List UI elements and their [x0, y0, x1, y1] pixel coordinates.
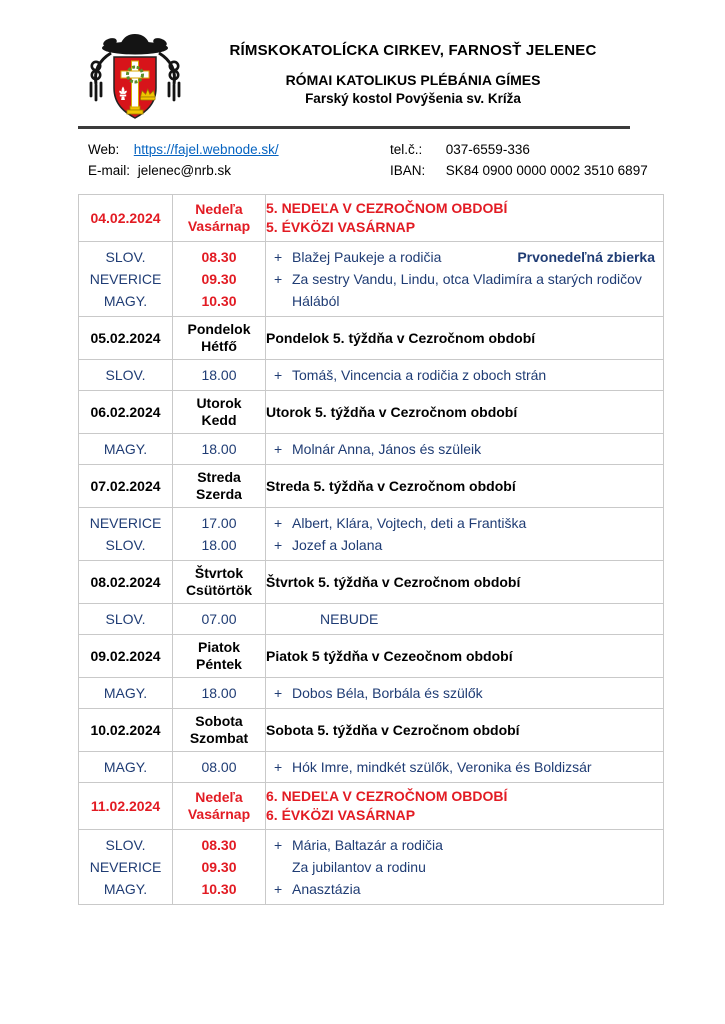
mass-row	[79, 360, 664, 391]
feast-title: 5. NEDEĽA V CEZROČNOM OBDOBÍ	[266, 200, 508, 216]
mass-intention	[266, 534, 663, 556]
mass-intention	[266, 438, 663, 460]
intention-text: Jozef a Jolana	[292, 537, 383, 553]
mass-place: MAGY.	[103, 881, 148, 897]
intention-text: Anasztázia	[292, 881, 361, 897]
mass-row	[79, 508, 664, 561]
church-name: Farský kostol Povýšenia sv. Kríža	[305, 91, 521, 106]
iban-label: IBAN:	[390, 163, 426, 178]
place-cell	[79, 678, 173, 709]
feast-title: 6. NEDEĽA V CEZROČNOM OBDOBÍ	[266, 788, 508, 804]
day-name: Vasárnap	[187, 806, 251, 822]
mass-place: SLOV.	[105, 367, 146, 383]
feast-title: Utorok 5. týždňa v Cezročnom období	[266, 403, 518, 420]
day-header-row	[79, 391, 664, 434]
feast-title-cell	[266, 635, 664, 678]
date-cell: 05.02.2024	[79, 317, 173, 360]
day-name-cell	[173, 195, 266, 242]
place-cell	[79, 604, 173, 635]
plus-sign: +	[274, 685, 283, 701]
mass-place: MAGY.	[103, 441, 148, 457]
mass-place: NEVERICE	[89, 515, 162, 531]
schedule-body	[79, 195, 664, 905]
day-header-row	[79, 465, 664, 508]
date-cell: 04.02.2024	[79, 195, 173, 242]
intention-cell	[266, 830, 664, 905]
plus-sign	[274, 856, 292, 878]
mass-intention	[266, 608, 663, 630]
mass-intention	[266, 246, 663, 268]
place-cell	[79, 242, 173, 317]
day-name: Péntek	[196, 656, 242, 672]
mass-place: MAGY.	[103, 759, 148, 775]
mass-time: 08.30	[201, 837, 237, 853]
intention-cell	[266, 508, 664, 561]
day-name: Hétfő	[201, 338, 237, 354]
feast-title-cell	[266, 391, 664, 434]
day-name: Szombat	[189, 730, 249, 746]
date-cell: 11.02.2024	[79, 783, 173, 830]
feast-title-cell	[266, 783, 664, 830]
day-name: Sobota	[195, 713, 243, 729]
plus-sign: +	[274, 515, 283, 531]
day-header-row	[79, 195, 664, 242]
day-name: Nedeľa	[195, 789, 243, 805]
collection-note: Prvonedeľná zbierka	[517, 249, 655, 265]
day-name-cell	[173, 391, 266, 434]
intention-cell	[266, 434, 664, 465]
feast-title: Štvrtok 5. týždňa v Cezročnom období	[266, 573, 521, 590]
iban-row	[390, 160, 648, 181]
day-name-cell	[173, 317, 266, 360]
mass-place: SLOV.	[105, 537, 146, 553]
parish-name-hu: RÓMAI KATOLIKUS PLÉBÁNIA GÍMES	[285, 72, 541, 88]
feast-title: Streda 5. týždňa v Cezročnom období	[266, 477, 516, 494]
feast-title: Piatok 5 týždňa v Cezeočnom období	[266, 647, 513, 664]
day-name: Kedd	[201, 412, 237, 428]
intention-text: Molnár Anna, János és szüleik	[292, 441, 482, 457]
intention-cell	[266, 242, 664, 317]
intention-text: Hók Imre, mindkét szülők, Veronika és Boldizsár	[292, 759, 592, 775]
mass-intention	[266, 856, 663, 878]
mass-place: MAGY.	[103, 293, 148, 309]
plus-sign: +	[274, 441, 283, 457]
intention-text: Hálából	[292, 293, 340, 309]
time-cell	[173, 604, 266, 635]
plus-sign: +	[274, 249, 283, 265]
tel-label: tel.č.:	[390, 142, 423, 157]
website-link[interactable]: https://fajel.webnode.sk/	[133, 142, 279, 157]
mass-row	[79, 752, 664, 783]
page-header	[84, 28, 640, 130]
mass-place: NEVERICE	[89, 271, 162, 287]
mass-time: 18.00	[201, 367, 237, 383]
feast-title: Sobota 5. týždňa v Cezročnom období	[266, 721, 520, 738]
intention-text: Dobos Béla, Borbála és szülők	[292, 685, 483, 701]
time-cell	[173, 360, 266, 391]
parish-coat-of-arms-logo	[84, 28, 186, 130]
mass-time: 07.00	[201, 611, 237, 627]
intention-text: Albert, Klára, Vojtech, deti a Františka	[292, 515, 527, 531]
intention-text: Za jubilantov a rodinu	[292, 859, 426, 875]
place-cell	[79, 434, 173, 465]
time-cell	[173, 752, 266, 783]
date-cell: 06.02.2024	[79, 391, 173, 434]
intention-cell	[266, 604, 664, 635]
day-header-row	[79, 635, 664, 678]
plus-sign: +	[274, 271, 283, 287]
feast-title-cell	[266, 465, 664, 508]
mass-intention	[266, 364, 663, 386]
day-name-cell	[173, 709, 266, 752]
mass-row	[79, 604, 664, 635]
plus-sign: +	[274, 881, 283, 897]
contact-left-column	[88, 139, 390, 181]
intention-text: NEBUDE	[320, 611, 379, 627]
intention-cell	[266, 360, 664, 391]
feast-title-cell	[266, 317, 664, 360]
intention-text: Mária, Baltazár a rodičia	[292, 837, 443, 853]
mass-time: 18.00	[201, 441, 237, 457]
plus-sign	[274, 608, 292, 630]
feast-title-cell	[266, 709, 664, 752]
day-header-row	[79, 561, 664, 604]
mass-time: 09.30	[201, 859, 237, 875]
mass-time: 17.00	[201, 515, 237, 531]
mass-row	[79, 242, 664, 317]
day-name-cell	[173, 465, 266, 508]
plus-sign: +	[274, 837, 283, 853]
mass-place: SLOV.	[105, 837, 146, 853]
mass-intention	[266, 290, 663, 312]
mass-intention	[266, 682, 663, 704]
plus-sign	[274, 290, 292, 312]
day-header-row	[79, 709, 664, 752]
day-name: Szerda	[196, 486, 242, 502]
web-row	[88, 139, 390, 160]
day-header-row	[79, 783, 664, 830]
mass-place: MAGY.	[103, 685, 148, 701]
mass-intention	[266, 512, 663, 534]
place-cell	[79, 360, 173, 391]
plus-sign: +	[274, 367, 283, 383]
plus-sign: +	[274, 537, 283, 553]
day-name: Utorok	[196, 395, 242, 411]
email-label: E-mail:	[88, 163, 131, 178]
day-name: Vasárnap	[187, 218, 251, 234]
feast-title-cell	[266, 561, 664, 604]
day-header-row	[79, 317, 664, 360]
mass-time: 10.30	[201, 881, 237, 897]
mass-row	[79, 434, 664, 465]
day-name: Štvrtok	[194, 565, 244, 581]
mass-time: 18.00	[201, 685, 237, 701]
header-divider	[78, 126, 630, 129]
web-label: Web:	[88, 142, 120, 157]
day-name: Nedeľa	[195, 201, 243, 217]
mass-intention	[266, 834, 663, 856]
mass-time: 10.30	[201, 293, 237, 309]
mass-row	[79, 830, 664, 905]
place-cell	[79, 830, 173, 905]
schedule-table	[78, 194, 664, 905]
feast-title-cell	[266, 195, 664, 242]
title-block	[186, 28, 640, 130]
intention-cell	[266, 678, 664, 709]
day-name-cell	[173, 561, 266, 604]
feast-title: 5. ÉVKÖZI VASÁRNAP	[266, 219, 416, 235]
mass-intention	[266, 878, 663, 900]
day-name: Streda	[197, 469, 241, 485]
place-cell	[79, 508, 173, 561]
mass-time: 08.00	[201, 759, 237, 775]
mass-row	[79, 678, 664, 709]
intention-cell	[266, 752, 664, 783]
place-cell	[79, 752, 173, 783]
mass-place: SLOV.	[105, 249, 146, 265]
time-cell	[173, 508, 266, 561]
feast-title: 6. ÉVKÖZI VASÁRNAP	[266, 807, 416, 823]
tel-value: 037-6559-336	[445, 142, 530, 157]
mass-time: 09.30	[201, 271, 237, 287]
day-name: Pondelok	[187, 321, 251, 337]
time-cell	[173, 242, 266, 317]
coat-of-arms-icon	[84, 28, 186, 130]
day-name-cell	[173, 783, 266, 830]
mass-time: 08.30	[201, 249, 237, 265]
plus-sign: +	[274, 759, 283, 775]
time-cell	[173, 434, 266, 465]
date-cell: 10.02.2024	[79, 709, 173, 752]
mass-intention	[266, 268, 663, 290]
parish-name-sk: RÍMSKOKATOLÍCKA CIRKEV, FARNOSŤ JELENEC	[229, 42, 597, 59]
feast-title: Pondelok 5. týždňa v Cezročnom období	[266, 329, 536, 346]
intention-text: Tomáš, Vincencia a rodičia z oboch strán	[292, 367, 547, 383]
mass-place: NEVERICE	[89, 859, 162, 875]
mass-time: 18.00	[201, 537, 237, 553]
tel-row	[390, 139, 648, 160]
time-cell	[173, 678, 266, 709]
day-name-cell	[173, 635, 266, 678]
intention-text: Za sestry Vandu, Lindu, otca Vladimíra a starých rodičov	[292, 271, 642, 287]
iban-value: SK84 0900 0000 0002 3510 6897	[445, 163, 648, 178]
mass-place: SLOV.	[105, 611, 146, 627]
mass-intention	[266, 756, 663, 778]
day-name: Piatok	[197, 639, 240, 655]
email-value: jelenec@nrb.sk	[137, 163, 232, 178]
date-cell: 07.02.2024	[79, 465, 173, 508]
date-cell: 09.02.2024	[79, 635, 173, 678]
contact-info	[88, 139, 648, 181]
date-cell: 08.02.2024	[79, 561, 173, 604]
time-cell	[173, 830, 266, 905]
intention-text: Blažej Paukeje a rodičia	[292, 249, 442, 265]
contact-right-column	[390, 139, 648, 181]
email-row	[88, 160, 390, 181]
day-name: Csütörtök	[185, 582, 253, 598]
